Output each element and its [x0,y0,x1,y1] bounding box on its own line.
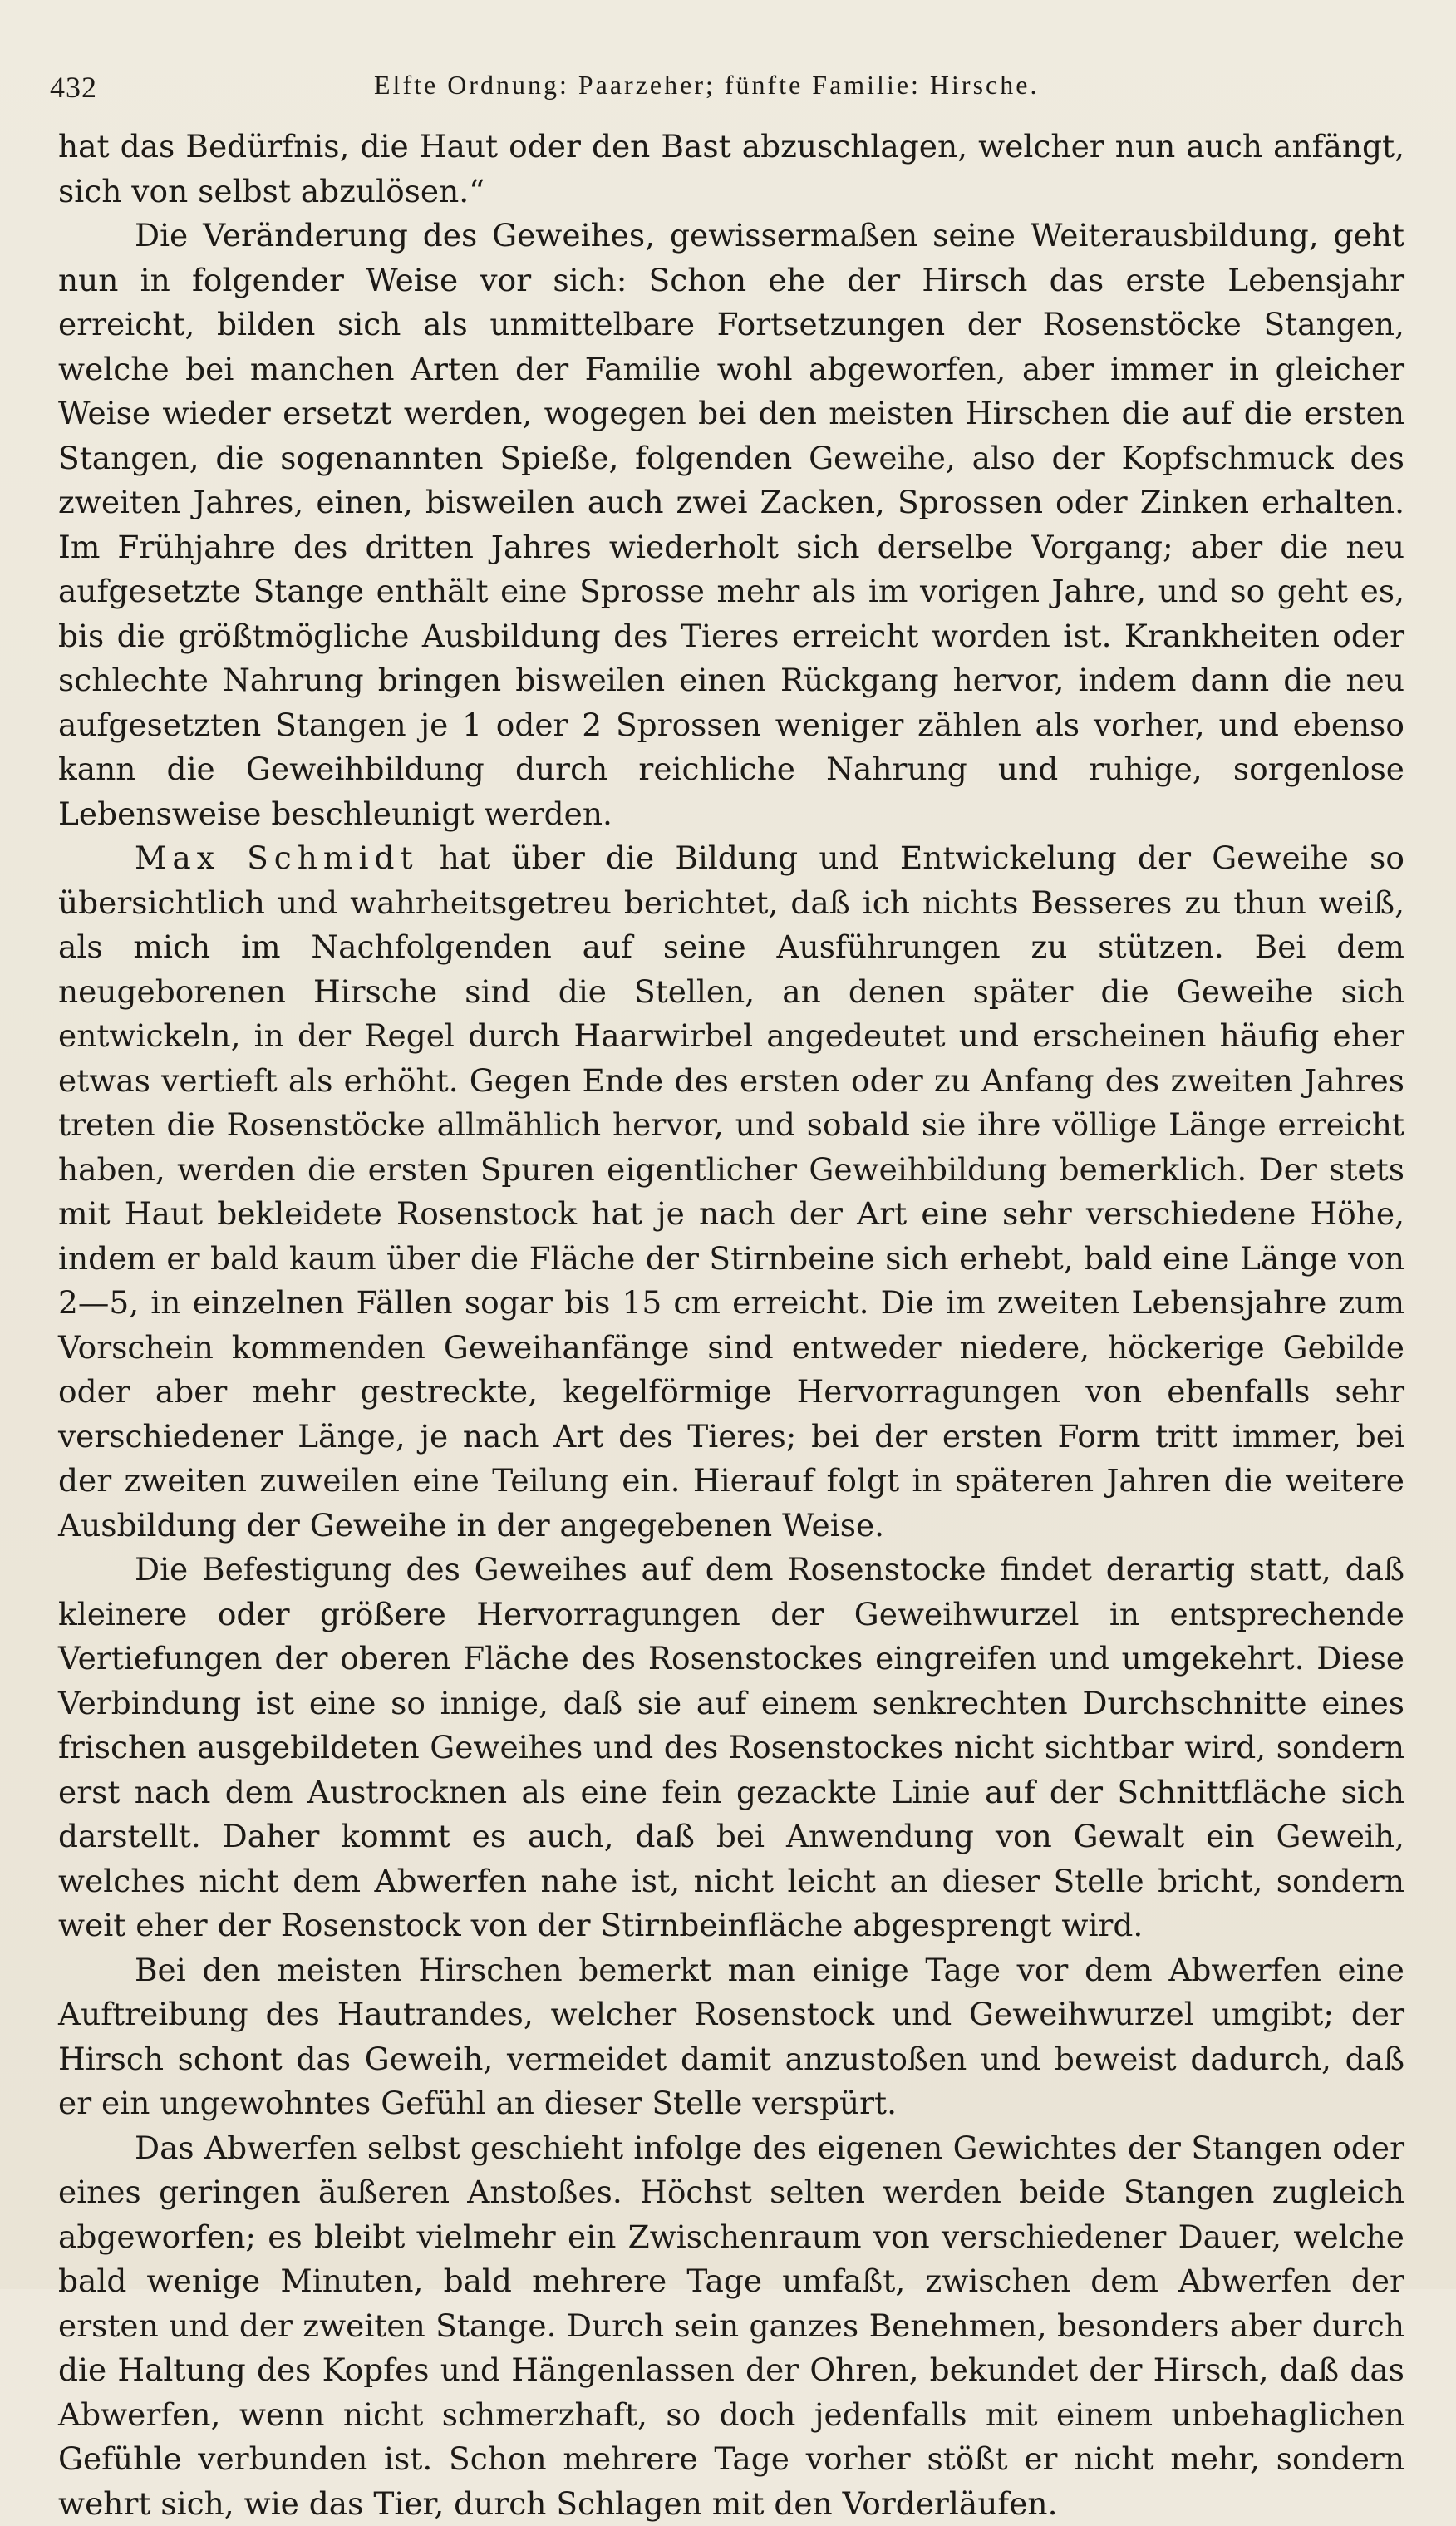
paragraph: Bei den meisten Hirschen bemerkt man einige Tage vor dem Abwerfen eine Auftreibung des Hautrandes, welcher Rosenstock und Geweihwurzel umgibt; der Hirsch schont das Geweih, vermeidet damit anzustoßen und beweist dadurch, daß er ein ungewohntes Gefühl an dieser Stelle verspürt. [58,1948,1404,2126]
author-name: Max Schmidt [135,840,419,876]
body-text [58,125,1404,2526]
paragraph-text: hat über die Bildung und Entwickelung der Geweihe so übersichtlich und wahrheitsgetreu berichtet, daß ich nichts Besseres zu thun weiß, als mich im Nachfolgenden auf seine Ausführungen zu stützen. Bei dem neugeborenen Hirsche sind die Stellen, an denen später die Geweihe sich entwickeln, in der Regel durch Haarwirbel angedeutet und erscheinen häufig eher etwas vertieft als erhöht. Gegen Ende des ersten oder zu Anfang des zweiten Jahres treten die Rosenstöcke allmählich hervor, und sobald sie ihre völlige Länge erreicht haben, werden die ersten Spuren eigentlicher Geweihbildung bemerklich. Der stets mit Haut bekleidete Rosenstock hat je nach der Art eine sehr verschiedene Höhe, indem er bald kaum über die Fläche der Stirnbeine sich erhebt, bald eine Länge von 2—5, in einzelnen Fällen sogar bis 15 cm erreicht. Die im zweiten Lebensjahre zum Vorschein kommenden Geweihanfänge sind entweder niedere, höckerige Gebilde oder aber mehr gestreckte, kegelförmige Hervorragungen von ebenfalls sehr verschiedener Länge, je nach Art des Tieres; bei der ersten Form tritt immer, bei der zweiten zuweilen eine Teilung ein. Hierauf folgt in späteren Jahren die weitere Ausbildung der Geweihe in der angegebenen Weise. [58,840,1404,1544]
paragraph: Die Veränderung des Geweihes, gewissermaßen seine Weiterausbildung, geht nun in folgender Weise vor sich: Schon ehe der Hirsch das erste Lebensjahr erreicht, bilden sich als unmittelbare Fortsetzungen der Rosenstöcke Stangen, welche bei manchen Arten der Familie wohl abgeworfen, aber immer in gleicher Weise wieder ersetzt werden, wogegen bei den meisten Hirschen die auf die ersten Stangen, die sogenannten Spieße, folgenden Geweihe, also der Kopfschmuck des zweiten Jahres, einen, bisweilen auch zwei Zacken, Sprossen oder Zinken erhalten. Im Frühjahre des dritten Jahres wiederholt sich derselbe Vorgang; aber die neu aufgesetzte Stange enthält eine Sprosse mehr als im vorigen Jahre, und so geht es, bis die größtmögliche Ausbildung des Tieres erreicht worden ist. Krankheiten oder schlechte Nahrung bringen bisweilen einen Rückgang hervor, indem dann die neu aufgesetzten Stangen je 1 oder 2 Sprossen weniger zählen als vorher, und ebenso kann die Geweihbildung durch reichliche Nahrung und ruhige, sorgenlose Lebensweise beschleunigt werden. [58,214,1404,836]
page-header [50,70,1404,111]
page-number: 432 [50,70,97,105]
running-head: Elfte Ordnung: Paarzeher; fünfte Familie: Hirsche. [374,70,1039,101]
paragraph: hat das Bedürfnis, die Haut oder den Bast abzuschlagen, welcher nun auch anfängt, sich von selbst abzulösen.“ [58,125,1404,214]
paragraph: Das Abwerfen selbst geschieht infolge des eigenen Gewichtes der Stangen oder eines geringen äußeren Anstoßes. Höchst selten werden beide Stangen zugleich abgeworfen; es bleibt vielmehr ein Zwischenraum von verschiedener Dauer, welche bald wenige Minuten, bald mehrere Tage umfaßt, zwischen dem Abwerfen der ersten und der zweiten Stange. Durch sein ganzes Benehmen, besonders aber durch die Haltung des Kopfes und Hängenlassen der Ohren, bekundet der Hirsch, daß das Abwerfen, wenn nicht schmerzhaft, so doch jedenfalls mit einem unbehaglichen Gefühle verbunden ist. Schon mehrere Tage vorher stößt er nicht mehr, sondern wehrt sich, wie das Tier, durch Schlagen mit den Vorderläufen. [58,2126,1404,2526]
paragraph: Die Befestigung des Geweihes auf dem Rosenstocke findet derartig statt, daß kleinere oder größere Hervorragungen der Geweihwurzel in entsprechende Vertiefungen der oberen Fläche des Rosenstockes eingreifen und umgekehrt. Diese Verbindung ist eine so innige, daß sie auf einem senkrechten Durchschnitte eines frischen ausgebildeten Geweihes und des Rosenstockes nicht sichtbar wird, sondern erst nach dem Austrocknen als eine fein gezackte Linie auf der Schnittfläche sich darstellt. Daher kommt es auch, daß bei Anwendung von Gewalt ein Geweih, welches nicht dem Abwerfen nahe ist, nicht leicht an dieser Stelle bricht, sondern weit eher der Rosenstock von der Stirnbeinfläche abgesprengt wird. [58,1548,1404,1948]
paragraph [58,836,1404,1548]
